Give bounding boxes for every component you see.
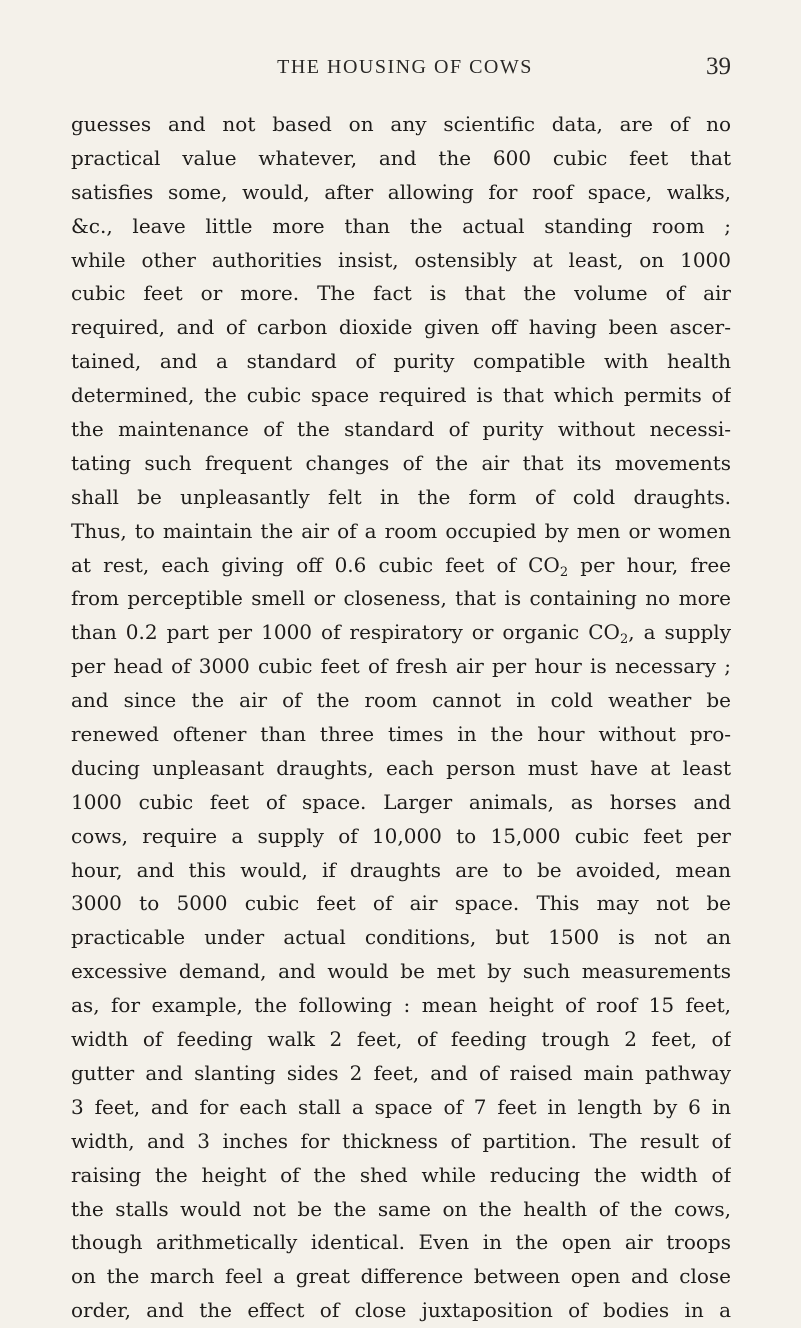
text-line: 1000 cubic feet of space. Larger animals, as horses and	[71, 789, 731, 814]
text-line: while other authorities insist, ostensibly at least, on 1000	[71, 247, 731, 272]
text-segment: , a supply	[628, 620, 731, 645]
text-line: excessive demand, and would be met by such measurements	[71, 959, 731, 984]
subscript: 2	[559, 564, 569, 580]
text-line: practical value whatever, and the 600 cubic feet that	[71, 145, 731, 170]
text-line: per head of 3000 cubic feet of fresh air per hour is necessary ;	[71, 654, 731, 679]
text-line: guesses and not based on any scientific data, are of no	[71, 112, 731, 136]
text-line: and since the air of the room cannot in cold weather be	[71, 688, 731, 713]
text-line: Thus, to maintain the air of a room occupied by men or women	[71, 518, 731, 543]
text-line: width, and 3 inches for thickness of partition. The result of	[71, 1128, 731, 1153]
text-line: determined, the cubic space required is that which permits of	[71, 383, 731, 408]
text-line: renewed oftener than three times in the hour without pro-	[71, 722, 731, 747]
page-number: 39	[706, 53, 731, 80]
text-line: the stalls would not be the same on the health of the cows,	[71, 1196, 731, 1221]
text-line: ducing unpleasant draughts, each person must have at least	[71, 755, 731, 780]
text-line: 3000 to 5000 cubic feet of air space. This may not be	[71, 891, 731, 916]
text-line: width of feeding walk 2 feet, of feeding trough 2 feet, of	[71, 1027, 731, 1052]
text-line	[71, 549, 731, 583]
text-line: practicable under actual conditions, but 1500 is not an	[71, 925, 731, 950]
text-line: on the march feel a great difference between open and close	[71, 1264, 731, 1289]
text-line: as, for example, the following : mean height of roof 15 feet,	[71, 993, 731, 1018]
text-line: order, and the effect of close juxtaposition of bodies in a	[71, 1298, 731, 1323]
text-line	[71, 616, 731, 650]
body-text	[71, 108, 731, 1328]
text-line: the maintenance of the standard of purity without necessi-	[71, 417, 731, 442]
text-line: required, and of carbon dioxide given off having been ascer-	[71, 315, 731, 340]
text-line: cows, require a supply of 10,000 to 15,000 cubic feet per	[71, 823, 731, 848]
text-line: 3 feet, and for each stall a space of 7 feet in length by 6 in	[71, 1094, 731, 1119]
text-line: gutter and slanting sides 2 feet, and of raised main pathway	[71, 1060, 731, 1085]
text-line: satisfies some, would, after allowing for roof space, walks,	[71, 179, 731, 204]
text-line: though arithmetically identical. Even in the open air troops	[71, 1230, 731, 1255]
running-head: THE HOUSING OF COWS	[277, 56, 533, 78]
subscript: 2	[619, 632, 629, 648]
text-line: &c., leave little more than the actual standing room ;	[71, 213, 731, 238]
text-line: cubic feet or more. The fact is that the volume of air	[71, 281, 731, 306]
text-line: tating such frequent changes of the air that its movements	[71, 450, 731, 475]
text-line: from perceptible smell or closeness, that is containing no more	[71, 586, 731, 611]
text-line: hour, and this would, if draughts are to be avoided, mean	[71, 857, 731, 882]
text-segment: than 0.2 part per 1000 of respiratory or organic CO	[71, 620, 620, 645]
text-line: shall be unpleasantly felt in the form of cold draughts.	[71, 484, 731, 509]
text-line: tained, and a standard of purity compatible with health	[71, 349, 731, 374]
text-line: raising the height of the shed while reducing the width of	[71, 1162, 731, 1187]
text-segment: per hour, free	[568, 552, 731, 577]
text-segment: at rest, each giving off 0.6 cubic feet of CO	[71, 552, 560, 577]
